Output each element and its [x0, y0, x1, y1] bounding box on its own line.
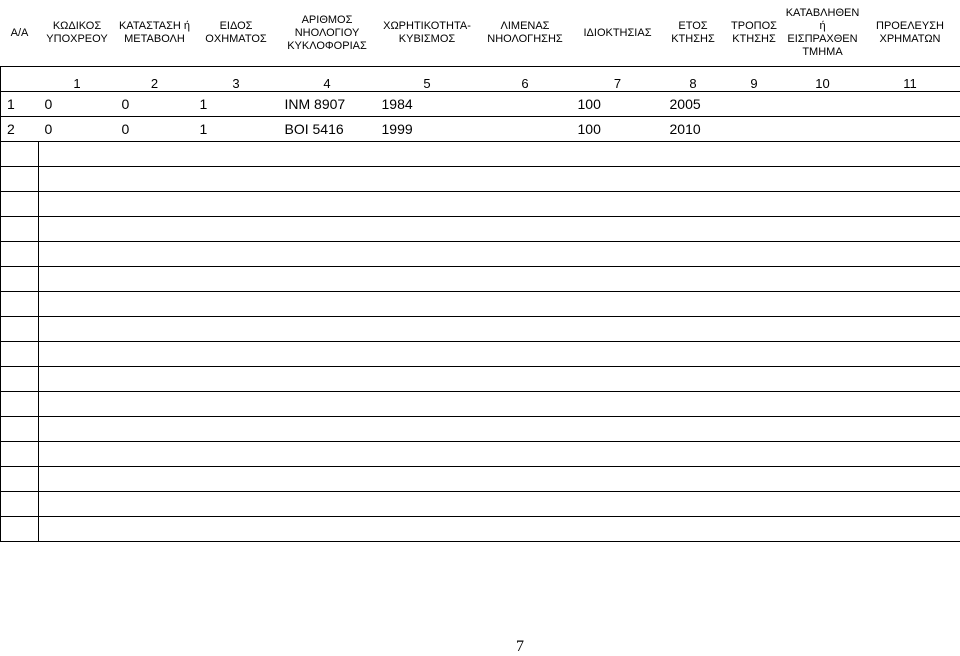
- empty-cell: [723, 342, 786, 367]
- cell-method: [723, 92, 786, 117]
- empty-cell: [572, 467, 664, 492]
- empty-cell: [279, 292, 376, 317]
- cell-amount: [786, 117, 860, 142]
- empty-cell: [723, 367, 786, 392]
- empty-cell: [194, 367, 279, 392]
- cell-port: [479, 92, 572, 117]
- cell-status: 0: [116, 117, 194, 142]
- empty-cell: [860, 367, 960, 392]
- empty-cell: [723, 442, 786, 467]
- empty-cell: [1, 467, 39, 492]
- empty-cell: [376, 392, 479, 417]
- empty-cell: [664, 167, 723, 192]
- empty-cell: [479, 417, 572, 442]
- empty-cell: [723, 417, 786, 442]
- empty-cell: [194, 392, 279, 417]
- cell-ownership: 100: [572, 92, 664, 117]
- empty-table-row: [1, 417, 960, 442]
- empty-cell: [723, 517, 786, 542]
- empty-cell: [860, 467, 960, 492]
- empty-cell: [1, 317, 39, 342]
- empty-cell: [1, 392, 39, 417]
- column-number: 8: [664, 67, 723, 92]
- empty-cell: [786, 417, 860, 442]
- empty-cell: [39, 292, 116, 317]
- empty-rows: [1, 142, 960, 542]
- empty-cell: [479, 142, 572, 167]
- empty-cell: [116, 267, 194, 292]
- empty-cell: [194, 292, 279, 317]
- empty-cell: [279, 342, 376, 367]
- empty-cell: [39, 417, 116, 442]
- empty-cell: [572, 392, 664, 417]
- empty-cell: [1, 367, 39, 392]
- empty-cell: [860, 517, 960, 542]
- empty-cell: [664, 317, 723, 342]
- column-number: 4: [279, 67, 376, 92]
- empty-cell: [116, 367, 194, 392]
- empty-cell: [39, 492, 116, 517]
- empty-cell: [786, 167, 860, 192]
- empty-cell: [664, 517, 723, 542]
- empty-cell: [479, 192, 572, 217]
- header-method: ΤΡΟΠΟΣ ΚΤΗΣΗΣ: [723, 0, 786, 67]
- empty-cell: [786, 442, 860, 467]
- empty-cell: [279, 167, 376, 192]
- empty-cell: [376, 417, 479, 442]
- empty-cell: [723, 192, 786, 217]
- empty-cell: [572, 317, 664, 342]
- empty-cell: [786, 367, 860, 392]
- empty-cell: [376, 217, 479, 242]
- cell-registration: ΒΟΙ 5416: [279, 117, 376, 142]
- empty-cell: [279, 467, 376, 492]
- empty-cell: [116, 167, 194, 192]
- empty-cell: [786, 492, 860, 517]
- empty-cell: [479, 317, 572, 342]
- empty-cell: [1, 242, 39, 267]
- empty-cell: [786, 142, 860, 167]
- cell-registration: ΙΝΜ 8907: [279, 92, 376, 117]
- empty-cell: [860, 417, 960, 442]
- column-number: 11: [860, 67, 960, 92]
- empty-cell: [39, 367, 116, 392]
- empty-cell: [376, 442, 479, 467]
- empty-cell: [860, 392, 960, 417]
- empty-cell: [479, 442, 572, 467]
- empty-cell: [1, 442, 39, 467]
- empty-cell: [376, 517, 479, 542]
- empty-cell: [116, 442, 194, 467]
- empty-cell: [116, 142, 194, 167]
- header-registration: ΑΡΙΘΜΟΣ ΝΗΟΛΟΓΙΟΥ ΚΥΚΛΟΦΟΡΙΑΣ: [279, 0, 376, 67]
- empty-cell: [39, 467, 116, 492]
- cell-port: [479, 117, 572, 142]
- cell-year: 2005: [664, 92, 723, 117]
- empty-cell: [664, 142, 723, 167]
- empty-cell: [860, 167, 960, 192]
- empty-cell: [1, 517, 39, 542]
- empty-cell: [376, 467, 479, 492]
- column-number-row: [1, 67, 960, 92]
- empty-table-row: [1, 467, 960, 492]
- empty-cell: [116, 317, 194, 342]
- empty-table-row: [1, 267, 960, 292]
- empty-cell: [664, 292, 723, 317]
- empty-cell: [194, 142, 279, 167]
- cell-vehicle-type: 1: [194, 117, 279, 142]
- empty-cell: [376, 292, 479, 317]
- empty-cell: [194, 217, 279, 242]
- empty-cell: [723, 492, 786, 517]
- empty-cell: [279, 267, 376, 292]
- empty-cell: [723, 292, 786, 317]
- empty-cell: [479, 217, 572, 242]
- empty-cell: [786, 392, 860, 417]
- page-number: 7: [0, 638, 960, 656]
- header-capacity: ΧΩΡΗΤΙΚΟΤΗΤΑ-ΚΥΒΙΣΜΟΣ: [376, 0, 479, 67]
- empty-cell: [116, 342, 194, 367]
- cell-year: 2010: [664, 117, 723, 142]
- empty-cell: [194, 517, 279, 542]
- table-row: [1, 117, 960, 142]
- header-ownership: ΙΔΙΟΚΤΗΣΙΑΣ: [572, 0, 664, 67]
- cell-code: 0: [39, 92, 116, 117]
- empty-cell: [723, 142, 786, 167]
- header-source: ΠΡΟΕΛΕΥΣΗ ΧΡΗΜΑΤΩΝ: [860, 0, 960, 67]
- empty-table-row: [1, 367, 960, 392]
- header-amount: ΚΑΤΑΒΛΗΘΕΝ ή ΕΙΣΠΡΑΧΘΕΝ ΤΜΗΜΑ: [786, 0, 860, 67]
- header-year: ΕΤΟΣ ΚΤΗΣΗΣ: [664, 0, 723, 67]
- empty-cell: [723, 267, 786, 292]
- empty-cell: [1, 492, 39, 517]
- empty-cell: [116, 392, 194, 417]
- empty-cell: [786, 242, 860, 267]
- header-code: ΚΩΔΙΚΟΣ ΥΠΟΧΡΕΟΥ: [39, 0, 116, 67]
- empty-cell: [376, 192, 479, 217]
- empty-cell: [664, 267, 723, 292]
- cell-status: 0: [116, 92, 194, 117]
- empty-cell: [194, 467, 279, 492]
- cell-aa: 1: [1, 92, 39, 117]
- empty-cell: [1, 192, 39, 217]
- empty-cell: [194, 267, 279, 292]
- empty-cell: [479, 342, 572, 367]
- empty-cell: [723, 242, 786, 267]
- column-number-blank: [1, 67, 39, 92]
- cell-ownership: 100: [572, 117, 664, 142]
- empty-cell: [1, 142, 39, 167]
- empty-cell: [664, 467, 723, 492]
- empty-cell: [279, 442, 376, 467]
- cell-method: [723, 117, 786, 142]
- empty-table-row: [1, 442, 960, 467]
- empty-cell: [664, 492, 723, 517]
- empty-cell: [39, 242, 116, 267]
- empty-cell: [39, 392, 116, 417]
- empty-cell: [279, 242, 376, 267]
- cell-amount: [786, 92, 860, 117]
- empty-cell: [279, 367, 376, 392]
- cell-source: [860, 117, 960, 142]
- empty-cell: [39, 317, 116, 342]
- cell-capacity: 1999: [376, 117, 479, 142]
- empty-table-row: [1, 392, 960, 417]
- empty-cell: [39, 217, 116, 242]
- empty-cell: [1, 167, 39, 192]
- header-row: [1, 0, 960, 67]
- empty-cell: [723, 392, 786, 417]
- empty-cell: [572, 492, 664, 517]
- empty-table-row: [1, 292, 960, 317]
- empty-cell: [786, 342, 860, 367]
- empty-table-row: [1, 317, 960, 342]
- cell-code: 0: [39, 117, 116, 142]
- empty-cell: [194, 192, 279, 217]
- empty-cell: [116, 467, 194, 492]
- column-number: 2: [116, 67, 194, 92]
- empty-cell: [1, 342, 39, 367]
- empty-cell: [786, 517, 860, 542]
- header-port: ΛΙΜΕΝΑΣ ΝΗΟΛΟΓΗΣΗΣ: [479, 0, 572, 67]
- empty-cell: [572, 167, 664, 192]
- empty-cell: [860, 317, 960, 342]
- empty-cell: [860, 267, 960, 292]
- empty-cell: [279, 317, 376, 342]
- empty-cell: [572, 217, 664, 242]
- empty-cell: [479, 292, 572, 317]
- empty-table-row: [1, 217, 960, 242]
- empty-cell: [479, 492, 572, 517]
- empty-cell: [572, 142, 664, 167]
- empty-cell: [664, 242, 723, 267]
- column-number: 1: [39, 67, 116, 92]
- empty-cell: [860, 192, 960, 217]
- empty-cell: [116, 242, 194, 267]
- empty-cell: [279, 492, 376, 517]
- empty-cell: [786, 467, 860, 492]
- header-status: ΚΑΤΑΣΤΑΣΗ ή ΜΕΤΑΒΟΛΗ: [116, 0, 194, 67]
- empty-cell: [479, 517, 572, 542]
- empty-cell: [664, 342, 723, 367]
- empty-cell: [572, 367, 664, 392]
- column-number: 10: [786, 67, 860, 92]
- empty-cell: [664, 367, 723, 392]
- column-number: 3: [194, 67, 279, 92]
- empty-cell: [116, 517, 194, 542]
- empty-cell: [479, 167, 572, 192]
- empty-cell: [664, 217, 723, 242]
- empty-cell: [39, 342, 116, 367]
- empty-cell: [194, 317, 279, 342]
- empty-cell: [376, 367, 479, 392]
- empty-cell: [860, 242, 960, 267]
- empty-cell: [786, 267, 860, 292]
- empty-cell: [664, 442, 723, 467]
- column-number: 5: [376, 67, 479, 92]
- empty-cell: [786, 217, 860, 242]
- empty-cell: [572, 517, 664, 542]
- empty-cell: [39, 267, 116, 292]
- empty-cell: [572, 242, 664, 267]
- empty-cell: [664, 192, 723, 217]
- empty-cell: [1, 292, 39, 317]
- empty-cell: [860, 442, 960, 467]
- empty-cell: [572, 292, 664, 317]
- empty-cell: [39, 142, 116, 167]
- header-aa: Α/Α: [1, 0, 39, 67]
- empty-cell: [572, 342, 664, 367]
- empty-cell: [116, 192, 194, 217]
- empty-cell: [479, 267, 572, 292]
- empty-cell: [860, 292, 960, 317]
- empty-cell: [279, 217, 376, 242]
- empty-cell: [572, 417, 664, 442]
- empty-cell: [279, 517, 376, 542]
- empty-cell: [786, 317, 860, 342]
- empty-cell: [723, 167, 786, 192]
- empty-cell: [39, 442, 116, 467]
- empty-table-row: [1, 517, 960, 542]
- empty-cell: [376, 242, 479, 267]
- empty-cell: [279, 142, 376, 167]
- empty-cell: [376, 142, 479, 167]
- empty-table-row: [1, 192, 960, 217]
- column-number: 7: [572, 67, 664, 92]
- empty-cell: [1, 417, 39, 442]
- empty-cell: [1, 267, 39, 292]
- cell-vehicle-type: 1: [194, 92, 279, 117]
- empty-cell: [479, 242, 572, 267]
- empty-table-row: [1, 492, 960, 517]
- empty-cell: [1, 217, 39, 242]
- empty-cell: [723, 467, 786, 492]
- empty-cell: [194, 242, 279, 267]
- empty-cell: [194, 417, 279, 442]
- empty-cell: [572, 442, 664, 467]
- table-row: [1, 92, 960, 117]
- cell-source: [860, 92, 960, 117]
- empty-cell: [860, 342, 960, 367]
- column-number: 9: [723, 67, 786, 92]
- cell-capacity: 1984: [376, 92, 479, 117]
- empty-cell: [572, 192, 664, 217]
- empty-cell: [376, 267, 479, 292]
- empty-cell: [376, 317, 479, 342]
- empty-table-row: [1, 142, 960, 167]
- empty-table-row: [1, 167, 960, 192]
- empty-cell: [860, 217, 960, 242]
- column-number: 6: [479, 67, 572, 92]
- empty-cell: [39, 517, 116, 542]
- empty-cell: [723, 217, 786, 242]
- empty-cell: [39, 192, 116, 217]
- empty-cell: [664, 392, 723, 417]
- empty-cell: [376, 342, 479, 367]
- empty-cell: [479, 367, 572, 392]
- empty-cell: [786, 192, 860, 217]
- empty-cell: [116, 417, 194, 442]
- empty-table-row: [1, 242, 960, 267]
- empty-table-row: [1, 342, 960, 367]
- empty-cell: [479, 467, 572, 492]
- empty-cell: [194, 342, 279, 367]
- empty-cell: [479, 392, 572, 417]
- empty-cell: [786, 292, 860, 317]
- empty-cell: [279, 417, 376, 442]
- empty-cell: [116, 292, 194, 317]
- empty-cell: [572, 267, 664, 292]
- empty-cell: [39, 167, 116, 192]
- empty-cell: [723, 317, 786, 342]
- empty-cell: [116, 217, 194, 242]
- empty-cell: [376, 167, 479, 192]
- empty-cell: [860, 492, 960, 517]
- empty-cell: [664, 417, 723, 442]
- empty-cell: [279, 192, 376, 217]
- empty-cell: [860, 142, 960, 167]
- empty-cell: [194, 492, 279, 517]
- empty-cell: [279, 392, 376, 417]
- header-vehicle-type: ΕΙΔΟΣ ΟΧΗΜΑΤΟΣ: [194, 0, 279, 67]
- empty-cell: [116, 492, 194, 517]
- cell-aa: 2: [1, 117, 39, 142]
- empty-cell: [194, 167, 279, 192]
- empty-cell: [376, 492, 479, 517]
- empty-cell: [194, 442, 279, 467]
